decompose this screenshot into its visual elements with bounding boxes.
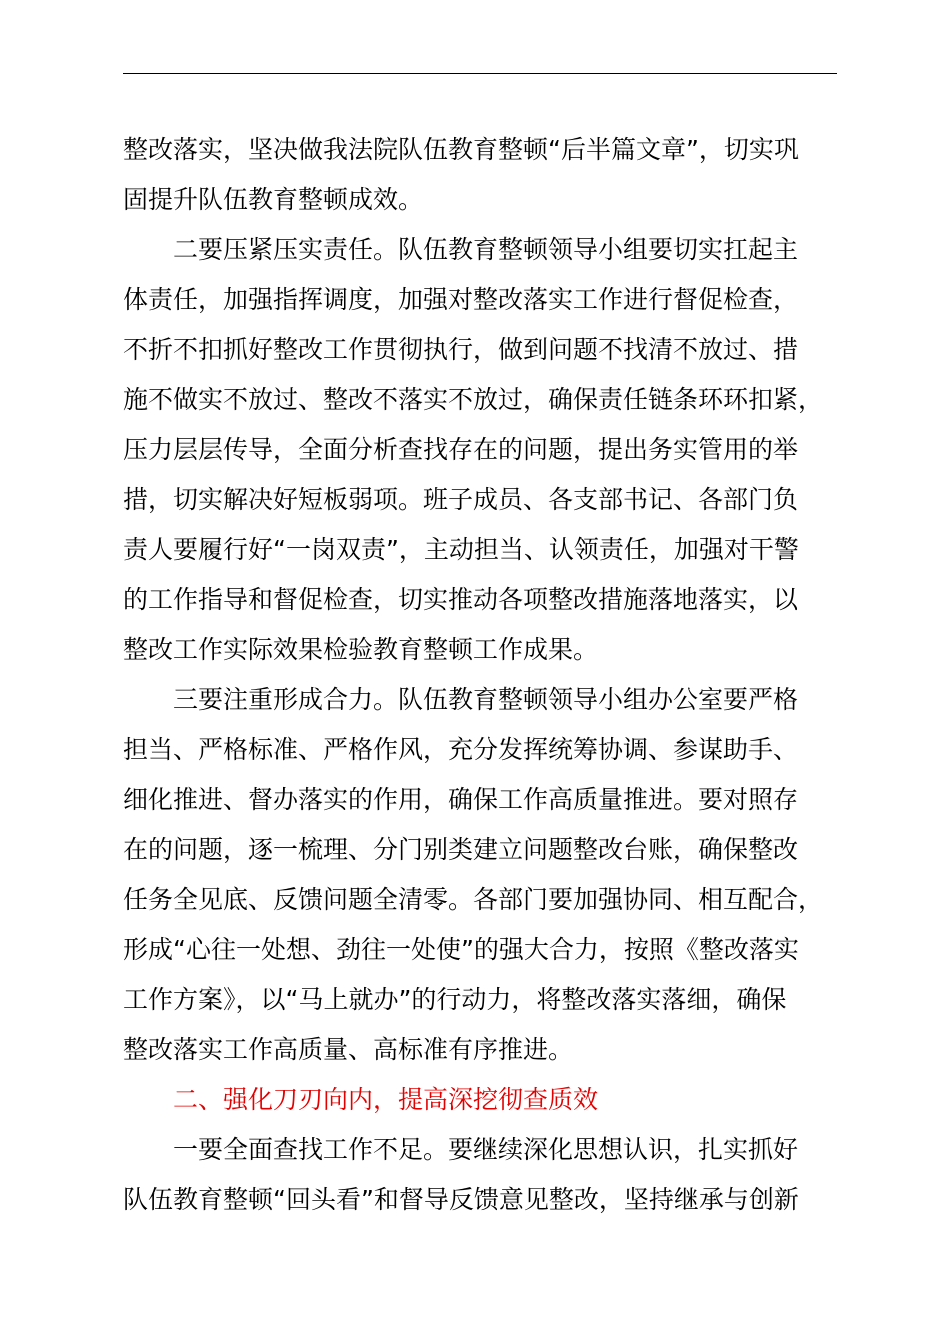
- text-line: 责人要履行好“一岗双责”，主动担当、认领责任，加强对干警: [123, 535, 799, 564]
- text-line: 队伍教育整顿“回头看”和督导反馈意见整改，坚持继承与创新: [123, 1185, 799, 1214]
- text-line: 任务全见底、反馈问题全清零。各部门要加强协同、相互配合，: [123, 885, 824, 914]
- text-line: 施不做实不放过、整改不落实不放过，确保责任链条环环扣紧，: [123, 385, 824, 414]
- header-rule: [123, 73, 837, 74]
- paragraph-start-line: 一要全面查找工作不足。要继续深化思想认识，扎实抓好: [173, 1135, 799, 1164]
- text-line: 压力层层传导，全面分析查找存在的问题，提出务实管用的举: [123, 435, 799, 464]
- text-line: 不折不扣抓好整改工作贯彻执行，做到问题不找清不放过、措: [123, 335, 799, 364]
- text-line: 固提升队伍教育整顿成效。: [123, 185, 424, 214]
- text-line: 整改落实，坚决做我法院队伍教育整顿“后半篇文章”，切实巩: [123, 135, 799, 164]
- text-line: 担当、严格标准、严格作风，充分发挥统筹协调、参谋助手、: [123, 735, 799, 764]
- text-line: 工作方案》，以“马上就办”的行动力，将整改落实落细，确保: [123, 985, 787, 1014]
- text-line: 细化推进、督办落实的作用，确保工作高质量推进。要对照存: [123, 785, 799, 814]
- text-line: 的工作指导和督促检查，切实推动各项整改措施落地落实，以: [123, 585, 799, 614]
- paragraph-start-line: 三要注重形成合力。队伍教育整顿领导小组办公室要严格: [173, 685, 799, 714]
- section-heading: 二、强化刀刃向内，提高深挖彻查质效: [173, 1085, 599, 1114]
- text-line: 整改工作实际效果检验教育整顿工作成果。: [123, 635, 599, 664]
- paragraph-start-line: 二要压紧压实责任。队伍教育整顿领导小组要切实扛起主: [173, 235, 799, 264]
- text-line: 体责任，加强指挥调度，加强对整改落实工作进行督促检查，: [123, 285, 799, 314]
- text-line: 整改落实工作高质量、高标准有序推进。: [123, 1035, 574, 1064]
- text-line: 在的问题，逐一梳理、分门别类建立问题整改台账，确保整改: [123, 835, 799, 864]
- text-line: 措，切实解决好短板弱项。班子成员、各支部书记、各部门负: [123, 485, 799, 514]
- text-line: 形成“心往一处想、劲往一处使”的强大合力，按照《整改落实: [123, 935, 799, 964]
